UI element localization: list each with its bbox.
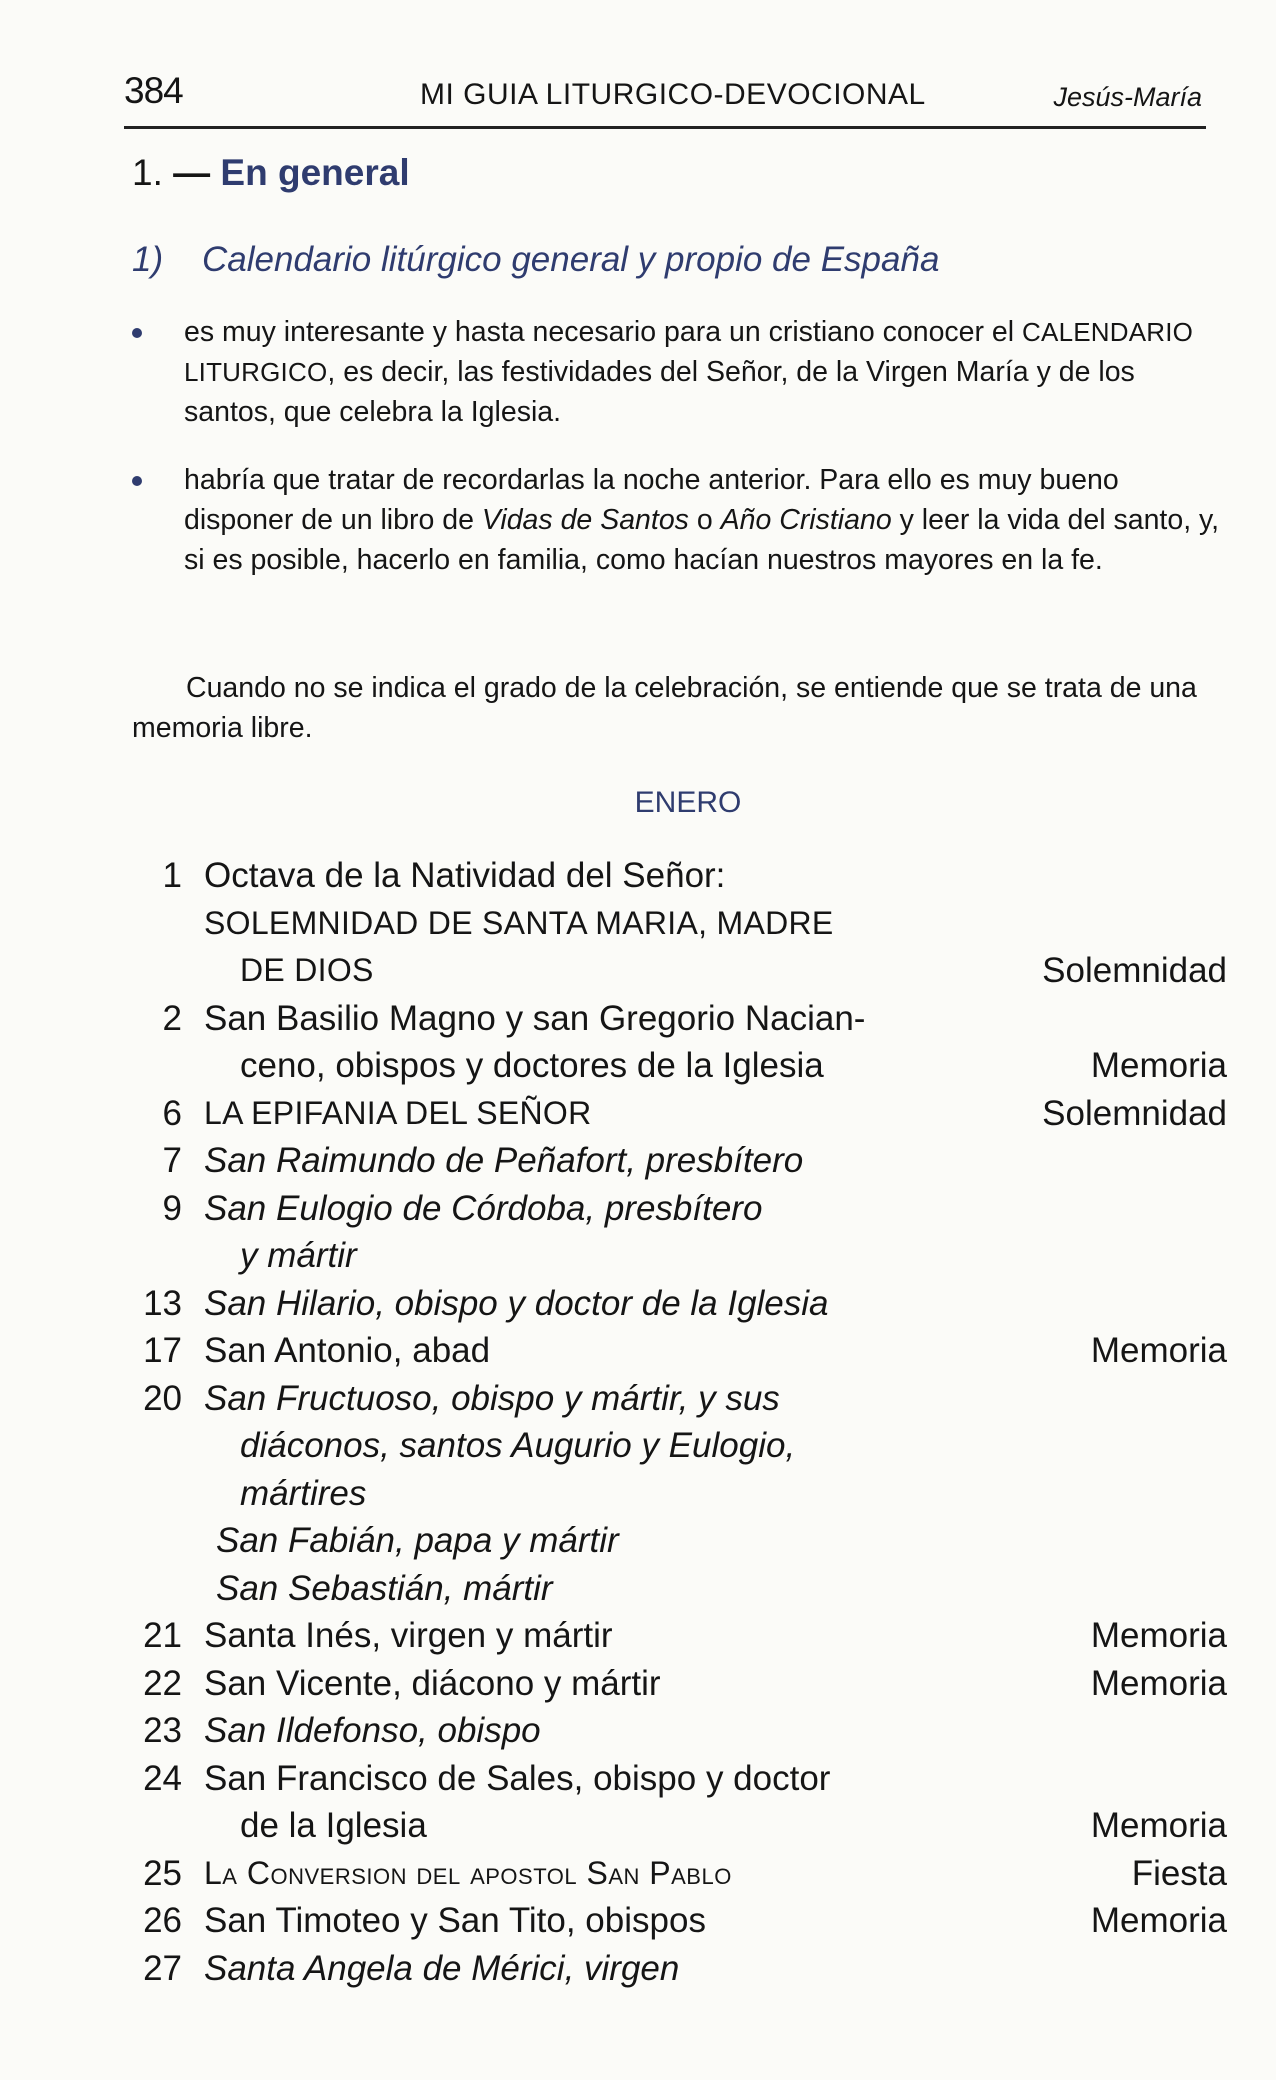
- calendar-entry: [132, 1090, 1227, 1138]
- calendar-entry: [132, 1612, 1227, 1660]
- entry-line: ceno, obispos y doctores de la Iglesia: [240, 1046, 824, 1085]
- entry-day: 25: [143, 1853, 182, 1893]
- entry-line: San Hilario, obispo y doctor de la Iglesia: [204, 1283, 829, 1323]
- entry-rank: Memoria: [1090, 1806, 1227, 1845]
- entry-line: y mártir: [240, 1236, 357, 1275]
- entry-rank: Memoria: [1090, 1616, 1227, 1655]
- entry-day: 21: [143, 1616, 182, 1655]
- entry-line: diáconos, santos Augurio y Eulogio,: [240, 1426, 796, 1465]
- entry-line: San Fructuoso, obispo y mártir, y sus: [204, 1378, 780, 1418]
- calendar-entry: [132, 1185, 1227, 1280]
- entry-day: 27: [143, 1948, 182, 1988]
- running-header: [124, 70, 1206, 129]
- entry-line: San Raimundo de Peñafort, presbítero: [204, 1141, 804, 1180]
- calendar-entry: [132, 1137, 1227, 1185]
- calendar-list: [132, 852, 1227, 1992]
- subsection-number: 1): [132, 240, 164, 279]
- entry-day: 6: [162, 1093, 182, 1133]
- bullet-item: [132, 312, 1222, 432]
- bullet-list: [132, 312, 1222, 608]
- entry-day: 17: [143, 1331, 182, 1370]
- calendar-entry: [132, 1897, 1227, 1945]
- bullet-text: habría que tratar de recordarlas la noche anterior. Para ello es muy bueno disponer de un libro de: [184, 464, 1119, 536]
- calendar-entry: [132, 1707, 1227, 1755]
- book-title-italic: Vidas de Santos: [481, 504, 689, 536]
- calendar-entry: [132, 1327, 1227, 1375]
- entry-line: San Francisco de Sales, obispo y doctor: [204, 1758, 831, 1798]
- bullet-caps-text: CALENDARIO LITURGICO: [184, 317, 1194, 387]
- entry-line: La Conversion del apostol San Pablo: [204, 1854, 732, 1891]
- bullet-item: [132, 460, 1222, 580]
- calendar-entry: [132, 852, 1227, 995]
- calendar-entry: [132, 1280, 1227, 1328]
- page-number: 384: [124, 70, 183, 111]
- entry-line: San Vicente, diácono y mártir: [204, 1663, 661, 1703]
- section-title: En general: [220, 152, 410, 193]
- entry-line: San Ildefonso, obispo: [204, 1711, 541, 1750]
- section-number: 1.: [132, 152, 163, 193]
- calendar-entry: [132, 1375, 1227, 1613]
- entry-line: DE DIOS: [240, 952, 374, 988]
- entry-line: San Eulogio de Córdoba, presbítero: [204, 1188, 763, 1228]
- entry-line: San Fabián, papa y mártir: [216, 1521, 619, 1560]
- header-right-text: Jesús-María: [1053, 82, 1202, 112]
- entry-line: San Antonio, abad: [204, 1331, 491, 1370]
- bullet-dot: [132, 476, 142, 486]
- note-paragraph: Cuando no se indica el grado de la celebración, se entiende que se trata de una memoria libre.: [132, 672, 1197, 744]
- entry-rank: Memoria: [1090, 1901, 1227, 1940]
- calendar-entry: [132, 995, 1227, 1090]
- entry-rank: Memoria: [1090, 1046, 1227, 1085]
- entry-line: Santa Angela de Mérici, virgen: [204, 1948, 680, 1988]
- bullet-dot: [132, 328, 142, 338]
- entry-line: Octava de la Natividad del Señor:: [204, 856, 726, 895]
- bullet-text: , es decir, las festividades del Señor, de la Virgen María y de los santos, que celebra la Iglesia.: [184, 356, 1135, 428]
- entry-line: de la Iglesia: [240, 1806, 427, 1845]
- book-title-italic: Año Cristiano: [720, 504, 892, 536]
- bullet-text: y leer la vida del santo, y, si es posible, hacerlo en familia, como hacían nuestros mayores en la fe.: [184, 504, 1220, 576]
- month-heading: ENERO: [634, 786, 742, 819]
- entry-day: 24: [143, 1758, 182, 1798]
- entry-rank: Solemnidad: [1042, 1093, 1227, 1133]
- calendar-entry: [132, 1755, 1227, 1850]
- calendar-entry: [132, 1850, 1227, 1898]
- subsection-title: Calendario litúrgico general y propio de España: [202, 240, 940, 279]
- entry-day: 2: [162, 998, 182, 1038]
- entry-line: mártires: [240, 1473, 367, 1513]
- entry-day: 13: [143, 1283, 182, 1323]
- entry-day: 9: [162, 1188, 182, 1228]
- entry-line: San Sebastián, mártir: [216, 1568, 553, 1608]
- entry-line: Santa Inés, virgen y mártir: [204, 1616, 613, 1655]
- entry-day: 26: [143, 1901, 182, 1940]
- bullet-text: o: [688, 504, 721, 536]
- bullet-text: es muy interesante y hasta necesario para un cristiano conocer el: [184, 316, 1023, 348]
- entry-line: SOLEMNIDAD DE SANTA MARIA, MADRE: [204, 904, 834, 941]
- entry-day: 20: [143, 1378, 182, 1418]
- section-dash: —: [173, 152, 211, 193]
- entry-line: San Timoteo y San Tito, obispos: [204, 1901, 706, 1940]
- entry-line: San Basilio Magno y san Gregorio Nacian-: [204, 998, 866, 1038]
- entry-day: 1: [162, 856, 182, 895]
- entry-day: 7: [162, 1141, 182, 1180]
- entry-rank: Solemnidad: [1042, 951, 1227, 990]
- subsection-heading: [132, 240, 939, 280]
- calendar-entry: [132, 1945, 1227, 1993]
- calendar-entry: [132, 1660, 1227, 1708]
- entry-day: 22: [143, 1663, 182, 1703]
- entry-line: LA EPIFANIA DEL SEÑOR: [204, 1094, 592, 1131]
- entry-rank: Fiesta: [1131, 1853, 1227, 1893]
- book-title: MI GUIA LITURGICO-DEVOCIONAL: [420, 78, 926, 111]
- entry-rank: Memoria: [1090, 1331, 1227, 1370]
- section-heading: [132, 152, 410, 194]
- entry-rank: Memoria: [1090, 1663, 1227, 1703]
- entry-day: 23: [143, 1711, 182, 1750]
